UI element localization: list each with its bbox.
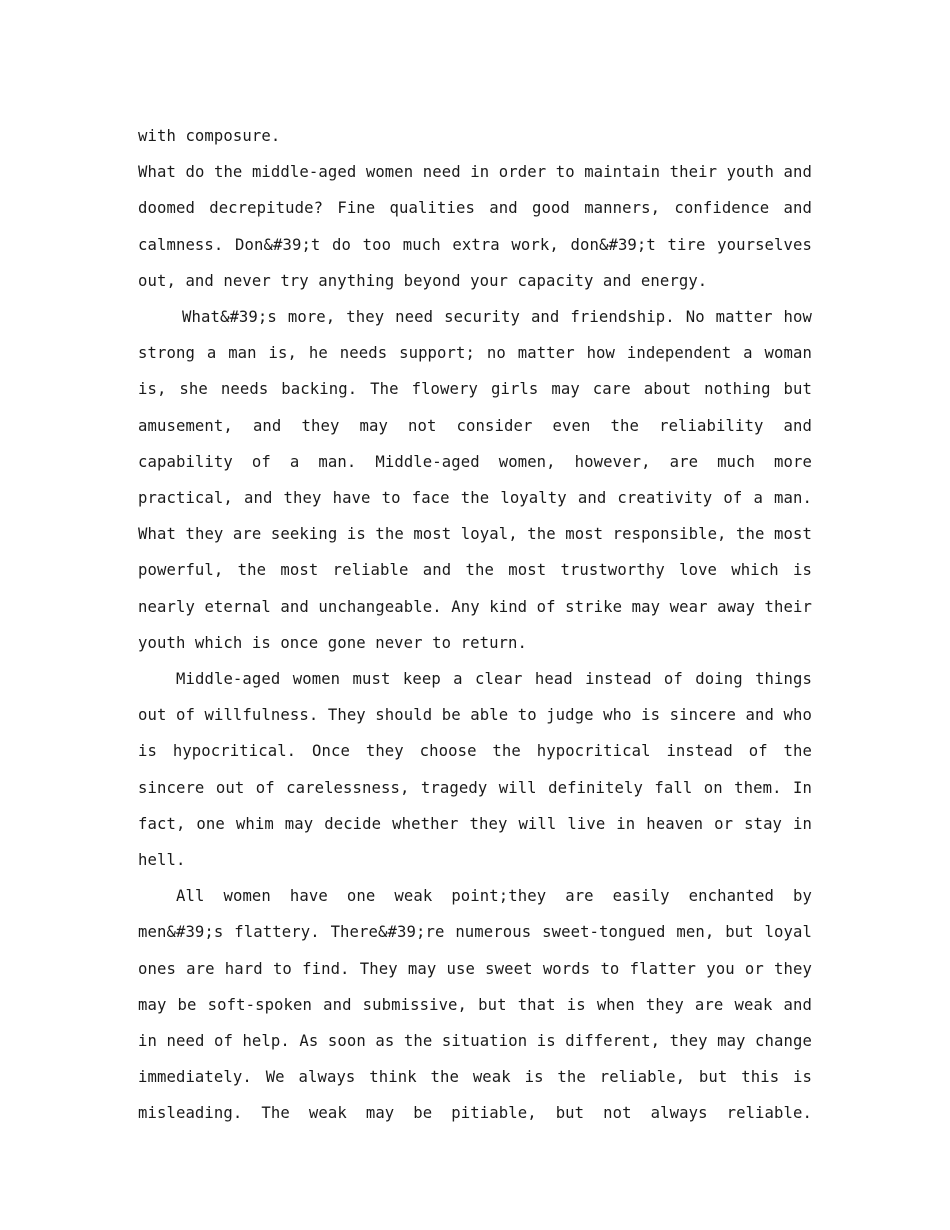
paragraph-clear-head: Middle-aged women must keep a clear head instead of doing things out of willfulness. They should be able to judge who is sincere and who is hypocritical. Once they choose the hypocritical instead of the sincere out of carelessness, tragedy will definitely fall on them. In fact, one whim may decide whether they will live in heaven or stay in hell.: [138, 670, 812, 870]
paragraph-weak-point: All women have one weak point;they are easily enchanted by men&#39;s flattery. There&#39;re numerous sweet-tongued men, but loyal ones are hard to find. They may use sweet words to flatter you or they may be soft-spoken and submissive, but that is when they are weak and in need of help. As soon as the situation is different, they may change immediately. We always think the weak is the reliable, but this is misleading. The weak may be pitiable, but not always reliable.: [138, 887, 812, 1123]
paragraph-continuation: with composure.: [138, 127, 281, 145]
body-text: [138, 118, 812, 1132]
paragraph-middle-aged-needs: What do the middle-aged women need in order to maintain their youth and doomed decrepitude? Fine qualities and good manners, confidence and calmness. Don&#39;t do too much extra work, don&#39;t tire yourselves out, and never try anything beyond your capacity and energy.: [138, 163, 812, 290]
paragraph-security-friendship: What&#39;s more, they need security and friendship. No matter how strong a man is, he needs support; no matter how independent a woman is, she needs backing. The flowery girls may care about nothing but amusement, and they may not consider even the reliability and capability of a man. Middle-aged women, however, are much more practical, and they have to face the loyalty and creativity of a man. What they are seeking is the most loyal, the most responsible, the most powerful, the most reliable and the most trustworthy love which is nearly eternal and unchangeable. Any kind of strike may wear away their youth which is once gone never to return.: [138, 308, 812, 652]
